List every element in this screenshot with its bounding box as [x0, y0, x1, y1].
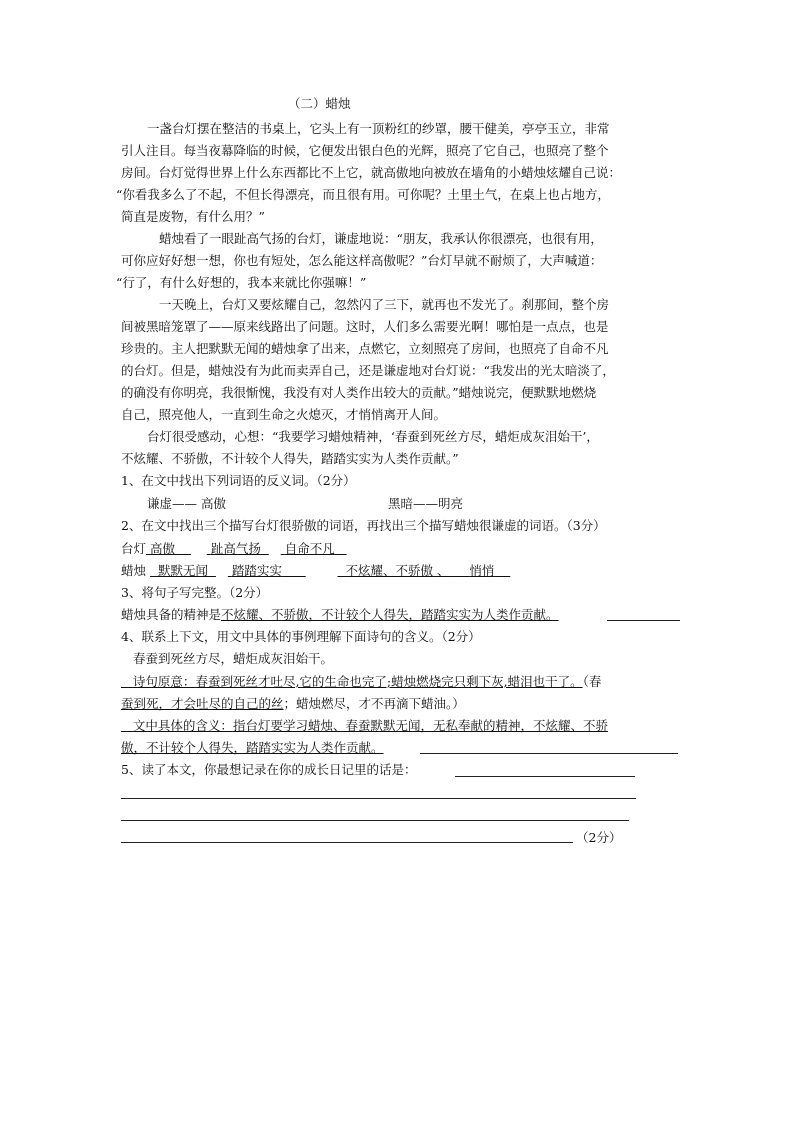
q3-answer: 不炫耀、不骄傲，不计较个人得失，踏踏实实为人类作贡献。 — [221, 607, 559, 622]
q2-lamp-word: 自命不凡 — [284, 541, 335, 556]
passage-line: “行了，有什么好想的，我本来就比你强嘛！” — [116, 275, 367, 290]
passage-line: 房间。台灯觉得世界上什么东西都比不上它，就高傲地向被放在墙角的小蜡烛炫耀自己说： — [121, 165, 622, 180]
passage-line: 的台灯。但是，蜡烛没有为此而卖弄自己，还是谦虚地对台灯说：“我发出的光太暗淡了， — [121, 363, 615, 378]
passage-line: 引人注目。每当夜幕降临的时候，它便发出银白色的光辉，照亮了它自己，也照亮了整个 — [121, 143, 609, 158]
q4-meaning-line-1: 文中具体的含义：指台灯要学习蜡烛、春蚕默默无闻，无私奉献的精神，不炫耀、不骄 — [132, 718, 608, 733]
passage-line: 珍贵的。主人把默默无闻的蜡烛拿了出来，点燃它，立刻照亮了房间，也照亮了自命不凡 — [121, 341, 609, 356]
q5-answer-blank[interactable] — [121, 798, 636, 799]
q1-answer-2: 黑暗——明亮 — [388, 496, 464, 511]
q5-answer-blank[interactable] — [455, 776, 635, 777]
passage-line: 一天晚上，台灯又要炫耀自己，忽然闪了三下，就再也不发光了。刹那间，整个房 — [159, 297, 610, 312]
q3-answer-line: 蜡烛具备的精神是不炫耀、不骄傲，不计较个人得失，踏踏实实为人类作贡献。 — [121, 607, 559, 622]
q4-meaning-line-2: 傲，不计较个人得失，踏踏实实为人类作贡献。 — [121, 740, 384, 755]
passage-line: 不炫耀、不骄傲，不计较个人得失，踏踏实实为人类作贡献。” — [121, 451, 459, 466]
q2-lamp-row — [121, 539, 347, 559]
passage-line: 蜡烛看了一眼趾高气扬的台灯，谦虚地说：“朋友，我承认你很漂亮，也很有用， — [159, 231, 603, 246]
passage-line: 台灯很受感动，心想：“我要学习蜡烛精神，‘春蚕到死丝方尽，蜡炬成灰泪始干’， — [147, 429, 599, 444]
q2-candle-label: 蜡烛 — [121, 563, 147, 578]
q1-answer-1: 谦虚—— 高傲 — [147, 496, 226, 511]
q4-original-line-1: 诗句原意：春蚕到死丝才吐尽,它的生命也完了;蜡烛燃烧完只剩下灰,蜡泪也干了。（春 — [132, 674, 602, 689]
passage-line: 可你应好好想一想，你也有短处，怎么能这样高傲呢？”台灯早就不耐烦了，大声喊道： — [121, 253, 603, 268]
q2-lamp-label: 台灯 — [121, 541, 147, 556]
q2-lamp-word: 趾高气扬 — [210, 541, 261, 556]
passage-line: 间被黑暗笼罩了——原来线路出了问题。这时，人们多么需要光啊！哪怕是一点点，也是 — [121, 319, 609, 334]
passage-line: 的确没有你明亮，我很惭愧，我没有对人类作出较大的贡献。”蜡烛说完，便默默地燃烧 — [121, 385, 597, 400]
passage-line: “你看我多么了不起，不但长得漂亮，而且很有用。可你呢？土里土气，在桌上也占地方， — [116, 187, 610, 202]
q5-answer-blank[interactable] — [121, 842, 573, 843]
question-1-prompt: 1、在文中找出下列词语的反义词。（2分） — [121, 473, 356, 488]
title: （二）蜡烛 — [288, 96, 351, 111]
question-3-prompt: 3、将句子写完整。（2分） — [121, 585, 269, 600]
question-5-prompt: 5、读了本文，你最想记录在你的成长日记里的话是： — [121, 762, 417, 777]
q2-candle-word: 踏踏实实 — [231, 563, 282, 578]
question-2-prompt: 2、在文中找出三个描写台灯很骄傲的词语，再找出三个描写蜡烛很谦虚的词语。（3分） — [121, 518, 606, 533]
passage-line: 简直是废物，有什么用？” — [121, 209, 265, 224]
passage-line: 自己，照亮他人，一直到生命之火熄灭，才悄悄离开人间。 — [121, 407, 447, 422]
q2-candle-word: 不炫耀、不骄傲 、 悄悄 — [345, 563, 495, 578]
q5-answer-blank[interactable] — [121, 820, 629, 821]
q2-candle-row — [121, 561, 510, 581]
q5-score: （2分） — [576, 830, 622, 845]
passage-line: 一盏台灯摆在整洁的书桌上，它头上有一顶粉红的纱罩，腰干健美，亭亭玉立，非常 — [147, 121, 610, 136]
q2-candle-word: 默默无闻 — [157, 563, 208, 578]
q2-lamp-word: 高傲 — [150, 541, 176, 556]
q3-answer-underline-tail — [607, 620, 680, 621]
question-4-prompt: 4、联系上下文，用文中具体的事例理解下面诗句的含义。（2分） — [121, 629, 481, 644]
q4-meaning-underline-tail — [420, 753, 678, 754]
q4-original-line-2: 蚕到死，才会吐尽的自己的丝；蜡烛燃尽，才不再滴下蜡油。） — [121, 696, 465, 711]
q4-poem: 春蚕到死丝方尽，蜡炬成灰泪始干。 — [133, 651, 334, 666]
